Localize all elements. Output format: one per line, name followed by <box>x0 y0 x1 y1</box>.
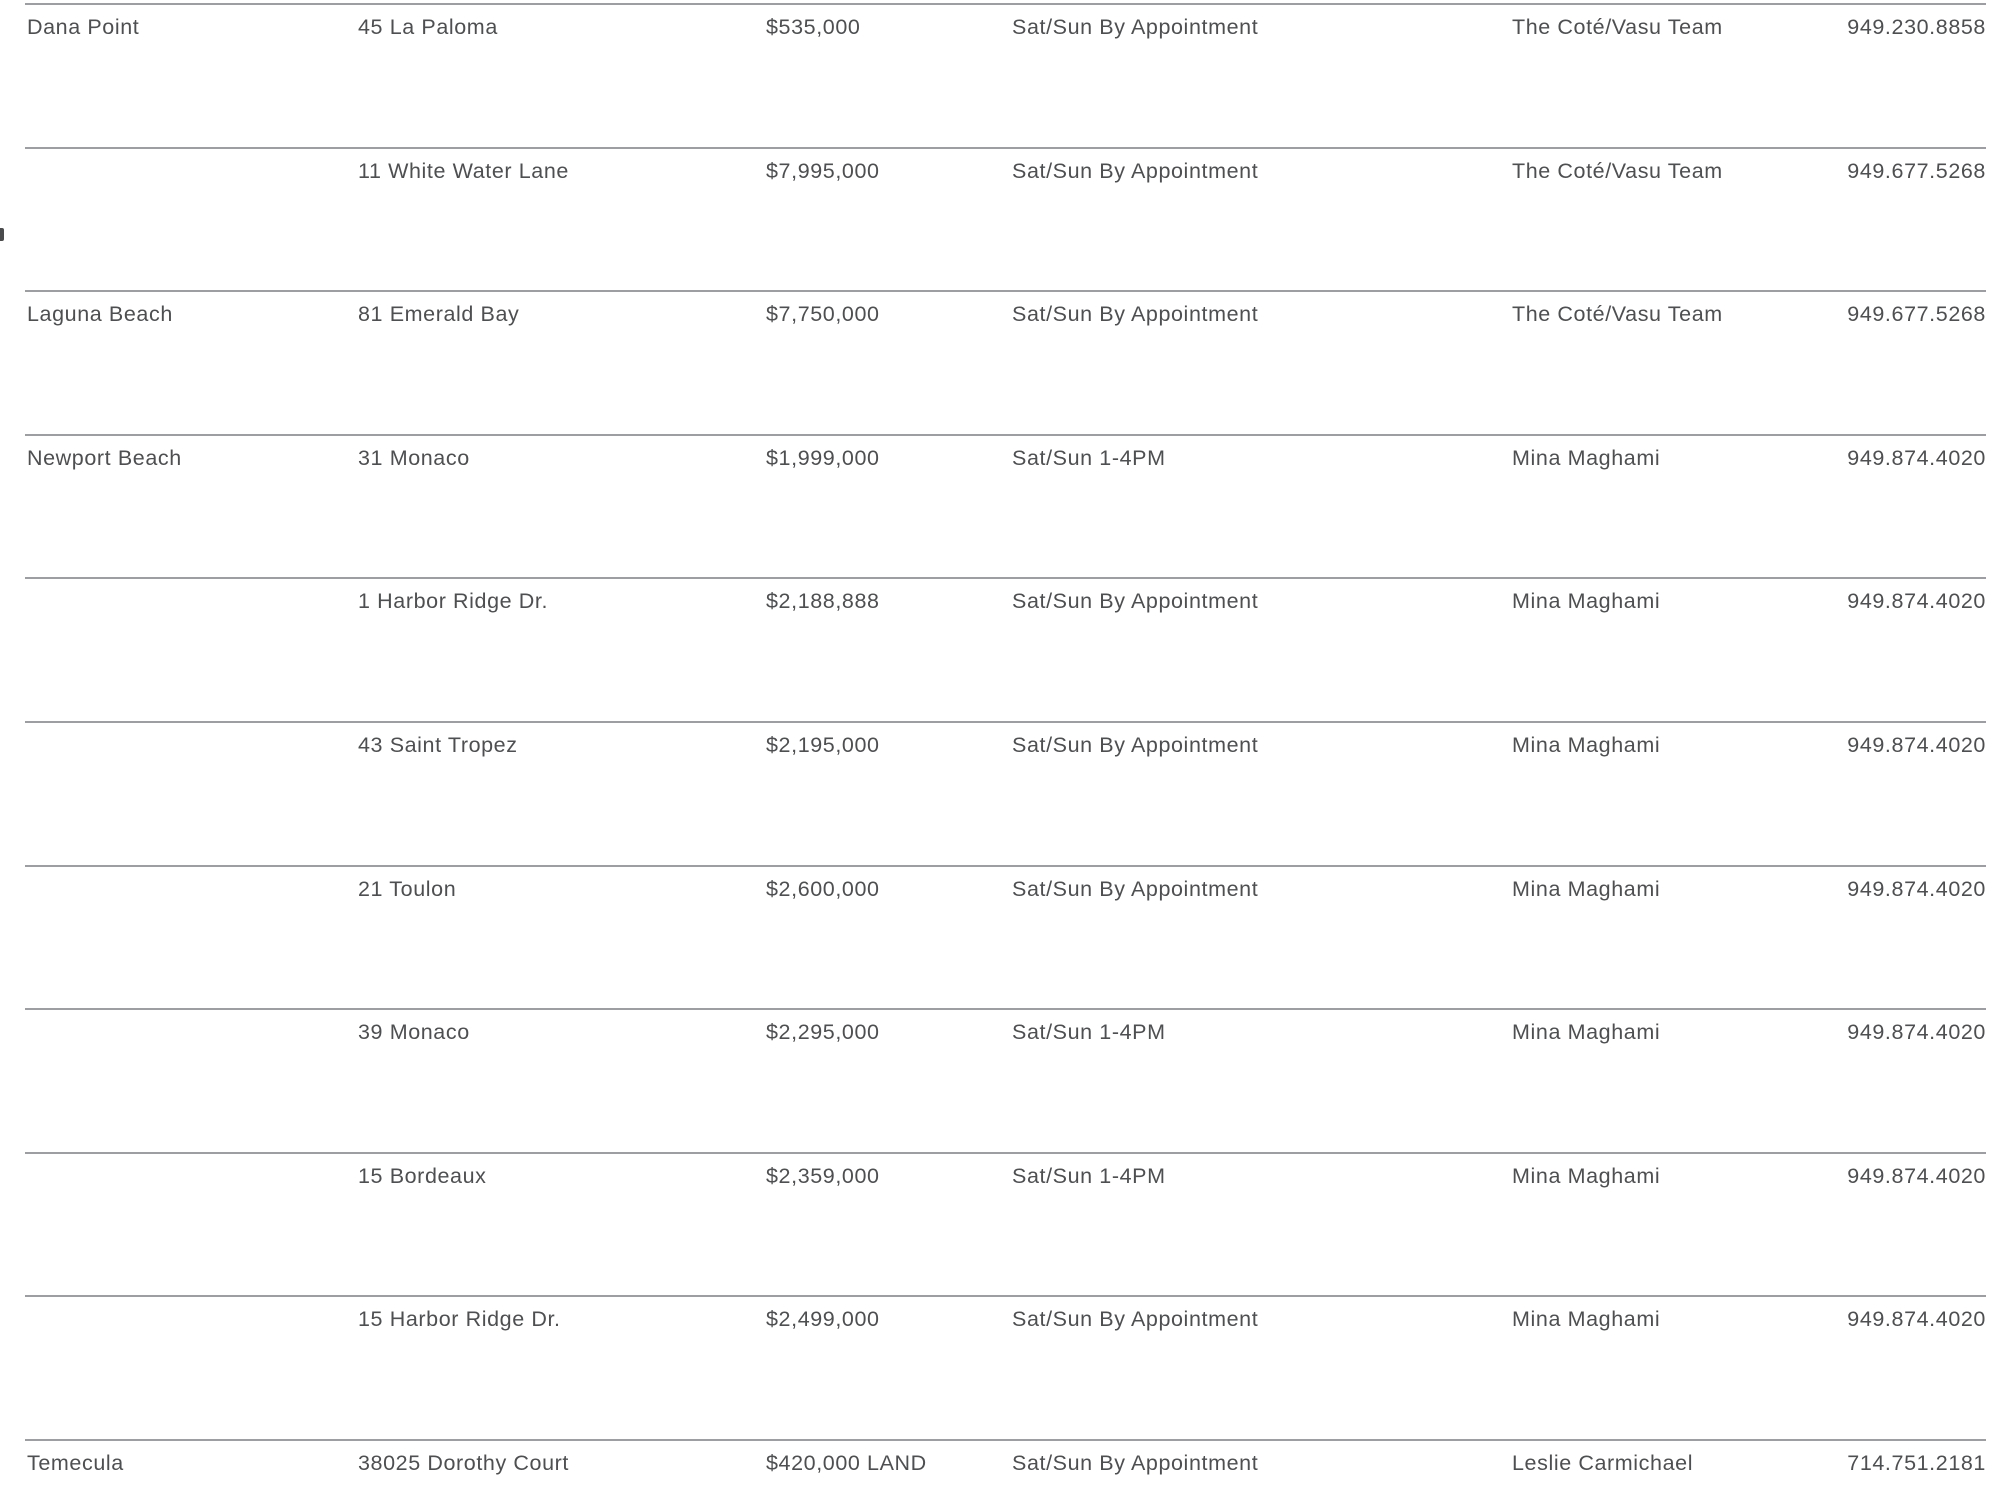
city-cell: Newport Beach <box>27 445 182 470</box>
agent-cell: The Coté/Vasu Team <box>1512 15 1723 39</box>
phone-cell: 949.874.4020 <box>1847 876 1986 901</box>
address-cell: 31 Monaco <box>358 445 470 470</box>
price-cell: $1,999,000 <box>766 445 880 470</box>
phone-cell: 949.874.4020 <box>1847 445 1986 470</box>
price-cell: $7,750,000 <box>766 302 880 327</box>
price-cell: $420,000 LAND <box>766 1450 927 1475</box>
open-house-table <box>25 3 1986 1485</box>
listing-row <box>25 147 1986 291</box>
price-cell: $7,995,000 <box>766 158 880 183</box>
price-cell: $535,000 <box>766 15 861 39</box>
open-house-time-cell: Sat/Sun By Appointment <box>1012 1307 1259 1332</box>
phone-cell: 949.874.4020 <box>1847 1020 1986 1045</box>
open-house-time-cell: Sat/Sun 1-4PM <box>1012 445 1166 470</box>
listing-row <box>25 865 1986 1009</box>
listing-row <box>25 1295 1986 1439</box>
phone-cell: 949.230.8858 <box>1847 15 1986 39</box>
agent-cell: Mina Maghami <box>1512 732 1661 757</box>
page-edge-artifact <box>0 228 4 241</box>
price-cell: $2,359,000 <box>766 1163 880 1188</box>
agent-cell: Mina Maghami <box>1512 1163 1661 1188</box>
city-cell: Temecula <box>27 1450 124 1475</box>
listing-row <box>25 1008 1986 1152</box>
listing-row <box>25 577 1986 721</box>
open-house-time-cell: Sat/Sun By Appointment <box>1012 15 1259 39</box>
listing-row <box>25 1439 1986 1485</box>
address-cell: 15 Bordeaux <box>358 1163 487 1188</box>
price-cell: $2,499,000 <box>766 1307 880 1332</box>
agent-cell: Mina Maghami <box>1512 445 1661 470</box>
price-cell: $2,600,000 <box>766 876 880 901</box>
listing-row <box>25 1152 1986 1296</box>
open-house-time-cell: Sat/Sun By Appointment <box>1012 1450 1259 1475</box>
agent-cell: The Coté/Vasu Team <box>1512 302 1723 327</box>
phone-cell: 949.874.4020 <box>1847 589 1986 614</box>
phone-cell: 949.874.4020 <box>1847 732 1986 757</box>
listing-row <box>25 3 1986 147</box>
agent-cell: Mina Maghami <box>1512 876 1661 901</box>
agent-cell: Mina Maghami <box>1512 1020 1661 1045</box>
price-cell: $2,188,888 <box>766 589 880 614</box>
open-house-time-cell: Sat/Sun 1-4PM <box>1012 1163 1166 1188</box>
phone-cell: 949.874.4020 <box>1847 1163 1986 1188</box>
agent-cell: Mina Maghami <box>1512 1307 1661 1332</box>
address-cell: 1 Harbor Ridge Dr. <box>358 589 549 614</box>
open-house-time-cell: Sat/Sun By Appointment <box>1012 732 1259 757</box>
address-cell: 38025 Dorothy Court <box>358 1450 569 1475</box>
phone-cell: 949.874.4020 <box>1847 1307 1986 1332</box>
agent-cell: Mina Maghami <box>1512 589 1661 614</box>
agent-cell: Leslie Carmichael <box>1512 1450 1694 1475</box>
address-cell: 21 Toulon <box>358 876 457 901</box>
listing-row <box>25 721 1986 865</box>
city-cell: Dana Point <box>27 15 140 39</box>
address-cell: 39 Monaco <box>358 1020 470 1045</box>
phone-cell: 949.677.5268 <box>1847 302 1986 327</box>
address-cell: 11 White Water Lane <box>358 158 569 183</box>
open-house-time-cell: Sat/Sun By Appointment <box>1012 589 1259 614</box>
address-cell: 15 Harbor Ridge Dr. <box>358 1307 561 1332</box>
address-cell: 43 Saint Tropez <box>358 732 518 757</box>
phone-cell: 714.751.2181 <box>1847 1450 1986 1475</box>
address-cell: 81 Emerald Bay <box>358 302 520 327</box>
city-cell: Laguna Beach <box>27 302 173 327</box>
open-house-time-cell: Sat/Sun By Appointment <box>1012 876 1259 901</box>
listing-row <box>25 434 1986 578</box>
price-cell: $2,295,000 <box>766 1020 880 1045</box>
open-house-time-cell: Sat/Sun By Appointment <box>1012 302 1259 327</box>
open-house-time-cell: Sat/Sun By Appointment <box>1012 158 1259 183</box>
price-cell: $2,195,000 <box>766 732 880 757</box>
address-cell: 45 La Paloma <box>358 15 498 39</box>
agent-cell: The Coté/Vasu Team <box>1512 158 1723 183</box>
listing-row <box>25 290 1986 434</box>
phone-cell: 949.677.5268 <box>1847 158 1986 183</box>
open-house-time-cell: Sat/Sun 1-4PM <box>1012 1020 1166 1045</box>
